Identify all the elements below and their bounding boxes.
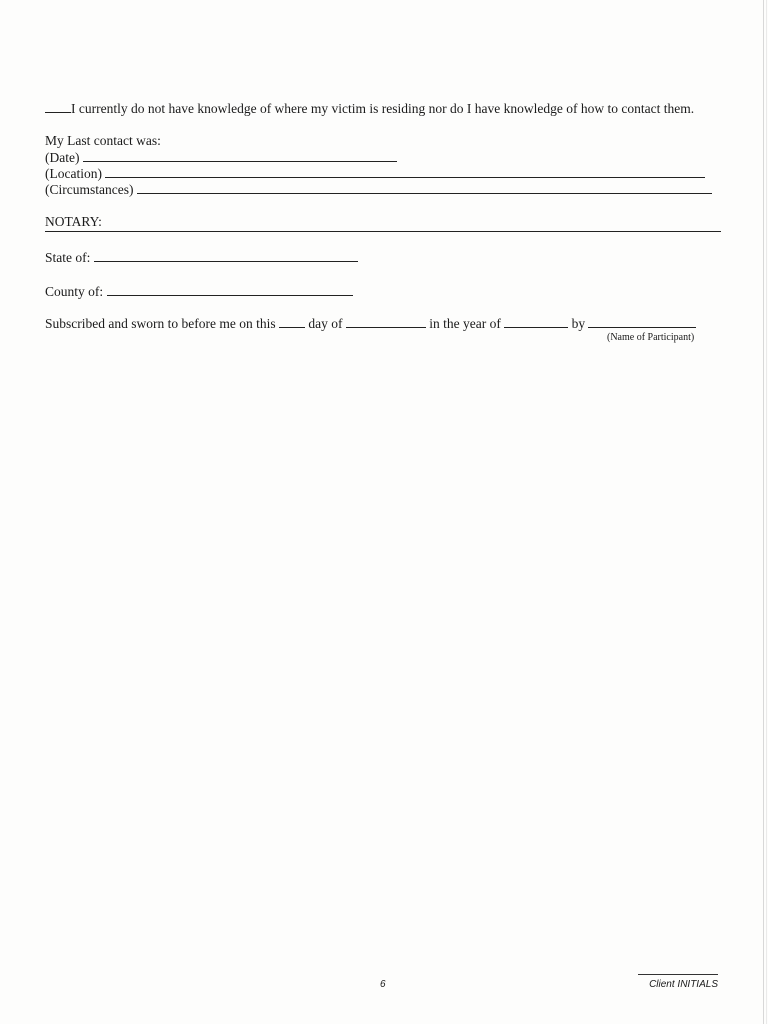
location-blank[interactable] — [105, 165, 705, 178]
scan-edge — [763, 0, 764, 1024]
county-row — [45, 283, 353, 300]
sworn-participant-blank[interactable] — [588, 315, 696, 328]
state-blank[interactable] — [94, 249, 358, 262]
sworn-text-4: by — [571, 316, 586, 331]
sworn-month-blank[interactable] — [346, 315, 426, 328]
county-label: County of: — [45, 284, 104, 299]
notary-heading: NOTARY: — [45, 214, 102, 229]
sworn-text-3: in the year of — [429, 316, 501, 331]
circumstances-label: (Circumstances) — [45, 182, 134, 197]
sworn-day-blank[interactable] — [279, 315, 305, 328]
state-row — [45, 249, 358, 266]
circumstances-blank[interactable] — [137, 181, 712, 194]
location-row — [45, 165, 705, 182]
sworn-row — [45, 315, 696, 332]
knowledge-statement-text: I currently do not have knowledge of where my victim is residing nor do I have knowledge of how to contact them. — [71, 101, 695, 116]
knowledge-statement-row — [45, 100, 694, 117]
location-label: (Location) — [45, 166, 102, 181]
date-label: (Date) — [45, 150, 80, 165]
notary-divider — [45, 231, 721, 232]
scan-edge-outer — [766, 0, 767, 1024]
sworn-text-1: Subscribed and sworn to before me on this — [45, 316, 276, 331]
date-row — [45, 149, 397, 166]
county-blank[interactable] — [107, 283, 353, 296]
participant-caption: (Name of Participant) — [607, 332, 695, 343]
state-label: State of: — [45, 250, 91, 265]
sworn-text-2: day of — [308, 316, 343, 331]
page-number: 6 — [380, 979, 386, 990]
circumstances-row — [45, 181, 712, 198]
last-contact-heading: My Last contact was: — [45, 133, 161, 148]
date-blank[interactable] — [83, 149, 397, 162]
knowledge-initial-blank[interactable] — [45, 100, 71, 113]
sworn-year-blank[interactable] — [504, 315, 568, 328]
client-initials-label: Client INITIALS — [638, 974, 718, 990]
